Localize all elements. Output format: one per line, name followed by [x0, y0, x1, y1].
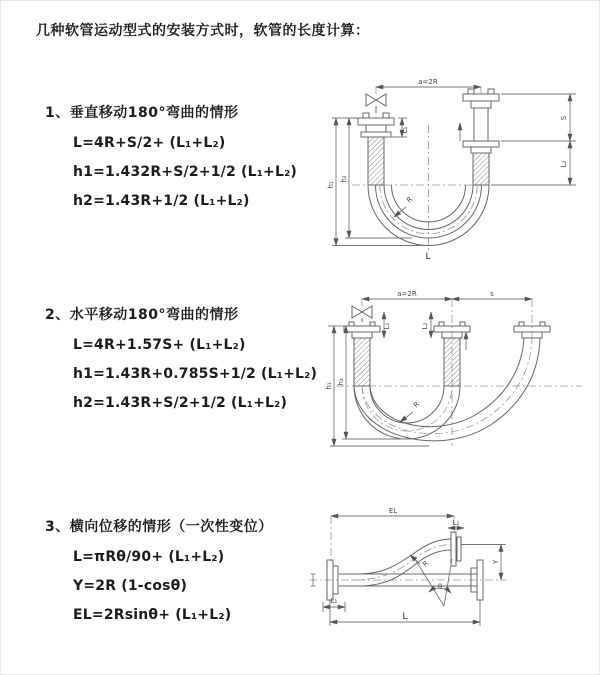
dimension-h2-label: h₂	[337, 378, 345, 386]
dimension-s	[501, 94, 576, 141]
section-2-heading: 2、水平移动180°弯曲的情形	[45, 307, 239, 323]
dimension-l2	[491, 141, 576, 185]
section-1-formula-h2: h2=1.43R+1/2 (L₁+L₂)	[73, 193, 250, 209]
dimension-l1	[323, 597, 345, 612]
dimension-l2-label: L₂	[421, 322, 429, 330]
braided-hose-left	[368, 137, 384, 185]
dimension-l2-label: L₂	[560, 160, 568, 168]
section-3	[45, 516, 273, 623]
upper-flange	[451, 532, 461, 566]
left-flange-assembly	[358, 113, 394, 185]
dimension-h2-label: h₂	[340, 175, 348, 183]
middle-flange-assembly	[434, 322, 470, 386]
length-label: L	[425, 252, 431, 262]
dimension-l1	[386, 118, 409, 137]
diagram-lateral-displacement	[301, 504, 600, 649]
section-2-formula-L: L=4R+1.57S+ (L₁+L₂)	[73, 337, 246, 353]
section-1-heading: 1、垂直移动180°弯曲的情形	[45, 105, 239, 121]
section-3-formula-EL: EL=2Rsinθ+ (L₁+L₂)	[73, 607, 232, 623]
braided-hose-middle	[444, 338, 460, 386]
dimension-l-label: L	[402, 612, 408, 622]
dimension-a2r-label: a=2R	[397, 290, 417, 298]
diagram-vertical-180-bend	[314, 73, 589, 263]
dimension-l	[330, 600, 480, 626]
dimension-s	[452, 290, 532, 299]
section-2-formula-h1: h1=1.43R+0.785S+1/2 (L₁+L₂)	[73, 366, 318, 382]
radius-label: R	[412, 400, 422, 410]
valve-icon	[352, 306, 372, 322]
diagram-horizontal-180-bend	[314, 286, 600, 451]
dimension-a2r	[376, 78, 481, 87]
right-flange-assembly	[463, 89, 499, 185]
braided-hose-left	[354, 338, 370, 386]
dimension-l1-label: L₁	[383, 322, 391, 330]
section-2	[45, 304, 317, 411]
radius-label: R	[405, 195, 415, 205]
section-1-formula-L: L=4R+S/2+ (L₁+L₂)	[73, 135, 226, 151]
curved-hose-displaced	[351, 539, 452, 586]
left-flange-assembly	[344, 322, 380, 386]
section-3-formula-L: L=πRθ/90+ (L₁+L₂)	[73, 549, 225, 565]
braided-hose-right	[473, 153, 489, 185]
radius-leader	[400, 400, 421, 422]
dimension-y-label: Y	[492, 559, 500, 565]
section-3-heading: 3、横向位移的情形（一次性变位）	[45, 519, 273, 535]
valve-icon	[366, 94, 386, 113]
dimension-h1-label: h₁	[325, 382, 333, 390]
dimension-el-label: EL	[388, 507, 398, 515]
section-1	[45, 102, 297, 209]
radius-label: R	[421, 559, 431, 569]
dimension-l1-label: L₁	[401, 126, 409, 134]
page-title: 几种软管运动型式的安装方式时，软管的长度计算：	[36, 23, 370, 39]
dimension-l1	[383, 312, 391, 338]
dimension-el	[331, 507, 454, 516]
dimension-l2-label: L₂	[452, 519, 460, 527]
dimension-a2r	[362, 290, 452, 299]
dimension-l2	[448, 519, 464, 528]
radius-leader	[394, 195, 414, 217]
section-3-formula-Y: Y=2R (1-cosθ)	[73, 578, 188, 594]
dimension-h1-label: h₁	[327, 181, 335, 189]
dimension-s-label: s	[490, 290, 494, 298]
section-2-formula-h2: h2=1.43R+S/2+1/2 (L₁+L₂)	[73, 395, 288, 411]
dimension-a2r-label: a=2R	[418, 78, 438, 86]
dimension-l1-label: L₁	[330, 597, 338, 605]
angle-label: θ	[437, 583, 443, 591]
section-1-formula-h1: h1=1.432R+S/2+1/2 (L₁+L₂)	[73, 164, 298, 180]
dimension-l2	[421, 312, 431, 338]
dimension-s-label: S	[560, 115, 568, 121]
